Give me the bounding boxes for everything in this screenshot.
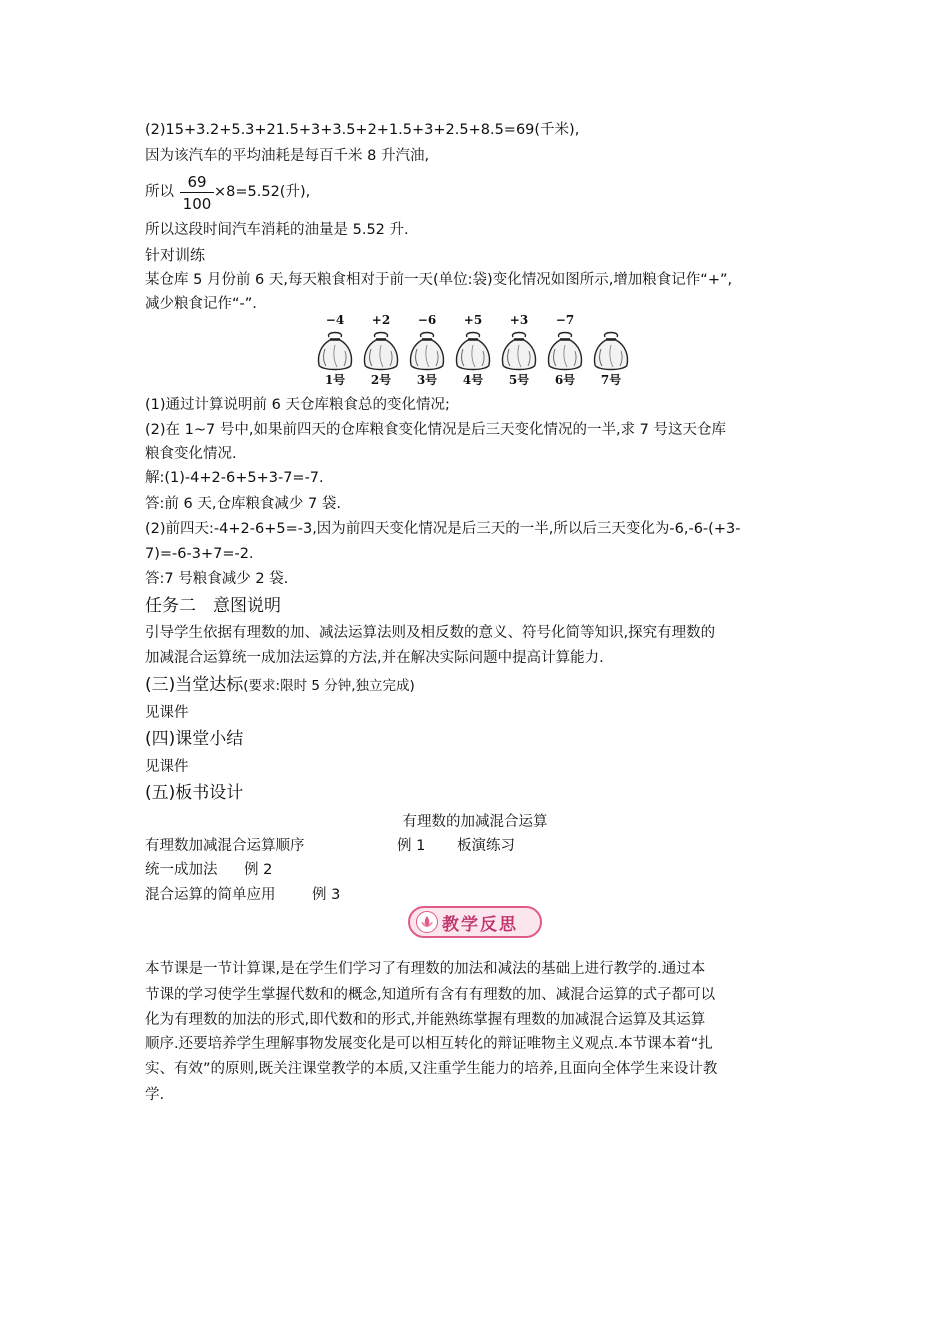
answer-1: 解:(1)-4+2-6+5+3-7=-7. bbox=[145, 470, 324, 486]
reflection-badge-label: 教学反思 bbox=[442, 915, 518, 935]
solution-line-2: 因为该汽车的平均油耗是每百千米 8 升汽油, bbox=[145, 148, 430, 164]
grain-bag bbox=[496, 313, 542, 393]
answer-2-conclusion: 答:7 号粮食减少 2 袋. bbox=[145, 571, 289, 587]
section-4-title: (四)课堂小结 bbox=[145, 729, 244, 749]
sack-icon bbox=[361, 327, 401, 373]
bag-change: −6 bbox=[417, 313, 437, 327]
solution-line-3-suffix: ×8=5.52(升), bbox=[214, 184, 311, 200]
board-row-2-example: 例 2 bbox=[244, 862, 273, 878]
bag-change bbox=[588, 313, 634, 327]
board-row-1-practice: 板演练习 bbox=[457, 838, 515, 854]
task2-title: 任务二 意图说明 bbox=[145, 596, 281, 616]
bag-change: −7 bbox=[555, 313, 575, 327]
reflection-line-3: 化为有理数的加法的形式,即代数和的形式,并能熟练掌握有理数的加减混合运算及其运算 bbox=[145, 1012, 706, 1028]
bag-change: +5 bbox=[463, 313, 483, 327]
reflection-line-5: 实、有效”的原则,既关注课堂教学的本质,又注重学生能力的培养,且面向全体学生来设计教 bbox=[145, 1061, 718, 1077]
practice-para-1: 某仓库 5 月份前 6 天,每天粮食相对于前一天(单位:袋)变化情况如图所示,增加粮食记作“+”, bbox=[145, 272, 733, 288]
solution-line-3-prefix: 所以 bbox=[145, 184, 174, 200]
reflection-line-4: 顺序.还要培养学生理解事物发展变化是可以相互转化的辩证唯物主义观点.本节课本着“扎 bbox=[145, 1036, 713, 1052]
board-row-1-example: 例 1 bbox=[397, 838, 426, 854]
section-3-title: (三)当堂达标 bbox=[145, 675, 244, 695]
bag-label: 3号 bbox=[416, 373, 438, 387]
fraction-bar bbox=[180, 192, 214, 193]
sack-icon bbox=[315, 327, 355, 373]
sack-icon bbox=[407, 327, 447, 373]
practice-para-2: 减少粮食记作“-”. bbox=[145, 296, 257, 312]
bag-change: −4 bbox=[325, 313, 345, 327]
grain-bag bbox=[404, 313, 450, 393]
sack-icon bbox=[591, 327, 631, 373]
bag-label: 7号 bbox=[600, 373, 622, 387]
answer-1-conclusion: 答:前 6 天,仓库粮食减少 7 袋. bbox=[145, 496, 341, 512]
fraction-denominator: 100 bbox=[182, 195, 212, 213]
section-5-title: (五)板书设计 bbox=[145, 783, 244, 803]
question-2-line-1: (2)在 1~7 号中,如果前四天的仓库粮食变化情况是后三天变化情况的一半,求 7 号这天仓库 bbox=[145, 422, 727, 438]
section-4-body: 见课件 bbox=[145, 759, 189, 775]
sack-icon bbox=[453, 327, 493, 373]
board-title: 有理数的加减混合运算 bbox=[402, 814, 548, 830]
grain-bag bbox=[312, 313, 358, 393]
reflection-line-1: 本节课是一节计算课,是在学生们学习了有理数的加法和减法的基础上进行教学的.通过本 bbox=[145, 961, 706, 977]
task2-para-2: 加减混合运算统一成加法运算的方法,并在解决实际问题中提高计算能力. bbox=[145, 650, 604, 666]
reflection-line-2: 节课的学习使学生掌握代数和的概念,知道所有含有有理数的加、减混合运算的式子都可以 bbox=[145, 987, 716, 1003]
bag-label: 5号 bbox=[508, 373, 530, 387]
solution-line-4: 所以这段时间汽车消耗的油量是 5.52 升. bbox=[145, 222, 409, 238]
fraction-numerator: 69 bbox=[187, 173, 207, 191]
practice-title: 针对训练 bbox=[145, 246, 206, 264]
section-3-heading bbox=[145, 674, 415, 697]
question-1: (1)通过计算说明前 6 天仓库粮食总的变化情况; bbox=[145, 397, 450, 413]
board-row-3-example: 例 3 bbox=[312, 887, 341, 903]
board-row-1-left: 有理数加减混合运算顺序 bbox=[145, 838, 305, 854]
section-3-note: (要求:限时 5 分钟,独立完成) bbox=[243, 678, 415, 694]
task2-para-1: 引导学生依据有理数的加、减法运算法则及相反数的意义、符号化简等知识,探究有理数的 bbox=[145, 625, 716, 641]
grain-bag bbox=[358, 313, 404, 393]
solution-line-1: (2)15+3.2+5.3+21.5+3+3.5+2+1.5+3+2.5+8.5=69(千米), bbox=[145, 122, 580, 138]
bag-label: 4号 bbox=[462, 373, 484, 387]
reflection-badge bbox=[408, 906, 542, 938]
grain-bag bbox=[588, 313, 634, 393]
bag-label: 2号 bbox=[370, 373, 392, 387]
bag-change: +3 bbox=[509, 313, 529, 327]
grain-bag bbox=[542, 313, 588, 393]
section-3-body: 见课件 bbox=[145, 705, 189, 721]
sack-icon bbox=[545, 327, 585, 373]
sack-icon bbox=[499, 327, 539, 373]
board-row-3-left: 混合运算的简单应用 bbox=[145, 887, 276, 903]
bag-label: 1号 bbox=[324, 373, 346, 387]
bag-change: +2 bbox=[371, 313, 391, 327]
fraction bbox=[180, 172, 214, 214]
question-2-line-2: 粮食变化情况. bbox=[145, 446, 237, 462]
grain-bag-figure bbox=[312, 313, 642, 393]
bag-label: 6号 bbox=[554, 373, 576, 387]
answer-2-line-1: (2)前四天:-4+2-6+5=-3,因为前四天变化情况是后三天的一半,所以后三天变化为-6,-6-(+3- bbox=[145, 521, 741, 537]
answer-2-line-2: 7)=-6-3+7=-2. bbox=[145, 546, 254, 562]
grain-bag bbox=[450, 313, 496, 393]
lotus-icon bbox=[416, 911, 438, 933]
reflection-line-6: 学. bbox=[145, 1087, 165, 1103]
board-row-2-left: 统一成加法 bbox=[145, 862, 218, 878]
